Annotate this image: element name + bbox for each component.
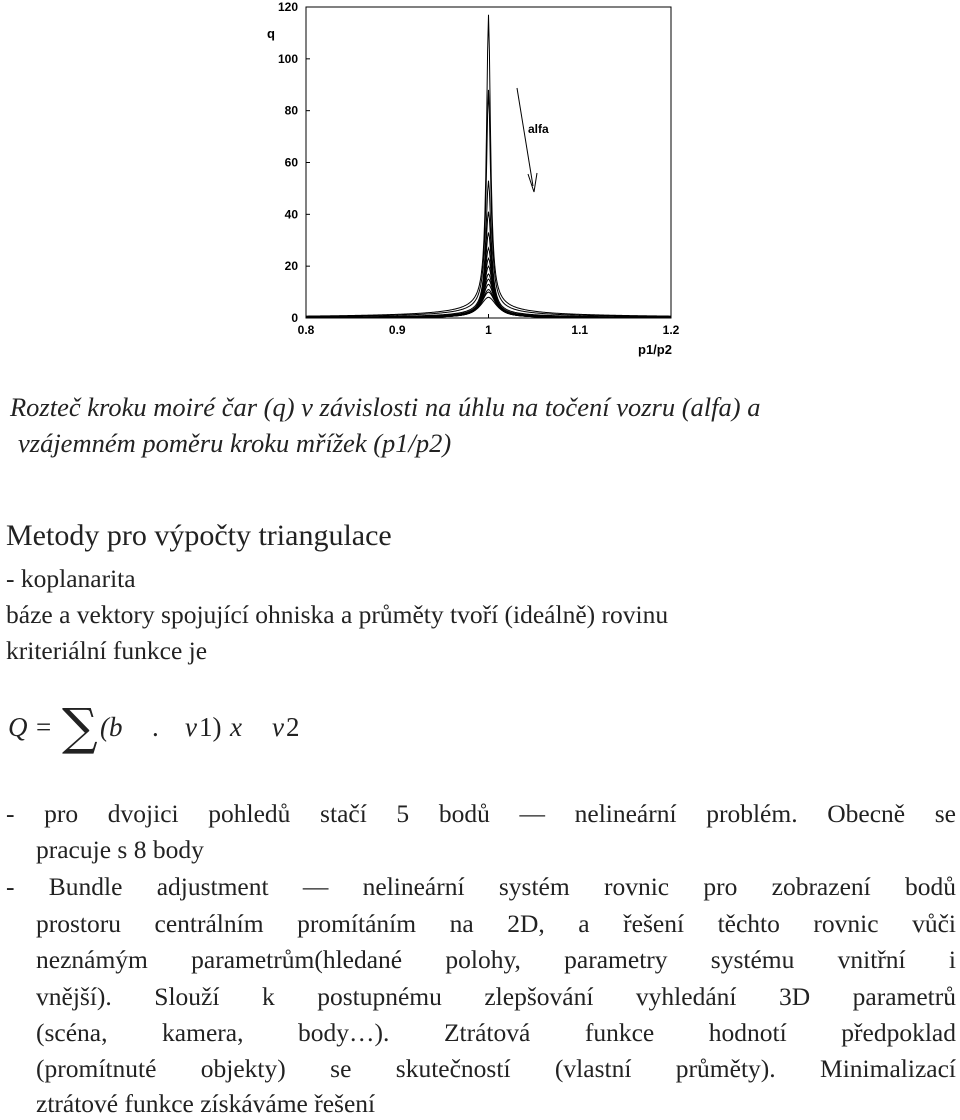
curve-line bbox=[306, 232, 671, 317]
section-heading: Metody pro výpočty triangulace bbox=[6, 519, 392, 552]
formula-open-b: (b bbox=[100, 712, 123, 742]
bundle-line-2: prostoru centrálním promítáním na 2D, a řešení těchto rovnic vůči bbox=[36, 909, 956, 938]
list-item-koplanarita: - koplanarita bbox=[6, 564, 136, 593]
y-tick-label: 40 bbox=[284, 207, 298, 222]
dvojice-continuation: pracuje s 8 body bbox=[36, 835, 204, 864]
formula-v1: v bbox=[185, 712, 197, 742]
alfa-arrow bbox=[517, 88, 537, 192]
formula-v2: v bbox=[272, 712, 284, 742]
curve-line bbox=[306, 258, 671, 317]
y-tick-label: 120 bbox=[277, 0, 298, 14]
curve-line bbox=[306, 212, 671, 318]
y-axis-label: q bbox=[267, 26, 275, 41]
formula-q: Q bbox=[8, 712, 28, 742]
formula-v2-index: 2 bbox=[286, 712, 300, 742]
koplanarita-description: báze a vektory spojující ohniska a průměty tvoří (ideálně) rovinu bbox=[6, 600, 669, 629]
y-tick-label: 80 bbox=[284, 103, 298, 118]
bundle-line-6: (promítnuté objekty) se skutečností (vlastní průměty). Minimalizací bbox=[36, 1054, 956, 1083]
curve-line bbox=[306, 15, 671, 316]
x-tick-label: 0.8 bbox=[297, 323, 315, 337]
y-tick-label: 20 bbox=[284, 259, 298, 274]
y-tick-label: 0 bbox=[291, 311, 298, 325]
list-item-dvojice: - pro dvojici pohledů stačí 5 bodů — nelineární problém. Obecně se bbox=[6, 799, 956, 828]
curve-line bbox=[306, 90, 671, 317]
curve-series bbox=[306, 15, 671, 318]
formula-cross: x bbox=[230, 712, 242, 742]
x-tick-label: 1 bbox=[485, 323, 492, 337]
moire-chart bbox=[0, 0, 960, 370]
caption-line-2: vzájemném poměru kroku mřížek (p1/p2) bbox=[18, 428, 452, 458]
alfa-annotation: alfa bbox=[528, 122, 549, 136]
bundle-line-4: vnější). Slouží k postupnému zlepšování vyhledání 3D parametrů bbox=[36, 982, 956, 1011]
formula-sum: ∑ bbox=[62, 698, 98, 756]
y-tick-label: 100 bbox=[277, 51, 298, 66]
formula-equals: = bbox=[36, 712, 52, 742]
curve-line bbox=[306, 274, 671, 318]
plot-frame bbox=[306, 7, 671, 318]
x-axis-label: p1/p2 bbox=[638, 342, 672, 357]
bundle-line-5: (scéna, kamera, body…). Ztrátová funkce hodnotí předpoklad bbox=[36, 1018, 956, 1047]
chart-axes bbox=[306, 7, 671, 318]
caption-line-1: Rozteč kroku moiré čar (q) v závislosti na úhlu na točení vozru (alfa) a bbox=[10, 392, 761, 422]
formula-dot: . bbox=[152, 712, 159, 742]
bundle-line-7: ztrátové funkce získáváme řešení bbox=[36, 1089, 376, 1118]
x-tick-label: 0.9 bbox=[388, 323, 406, 337]
criterion-label: kriteriální funkce je bbox=[6, 636, 208, 665]
curve-line bbox=[306, 289, 671, 317]
y-tick-label: 60 bbox=[284, 155, 298, 170]
bundle-line-1: - Bundle adjustment — nelineární systém rovnic pro zobrazení bodů bbox=[6, 872, 956, 901]
bundle-line-3: neznámým parametrům(hledané polohy, parametry systému vnitřní i bbox=[36, 945, 956, 974]
x-tick-label: 1.1 bbox=[571, 323, 589, 337]
curve-line bbox=[306, 292, 671, 318]
formula-v1-index: 1) bbox=[199, 712, 222, 742]
x-tick-label: 1.2 bbox=[662, 323, 680, 337]
